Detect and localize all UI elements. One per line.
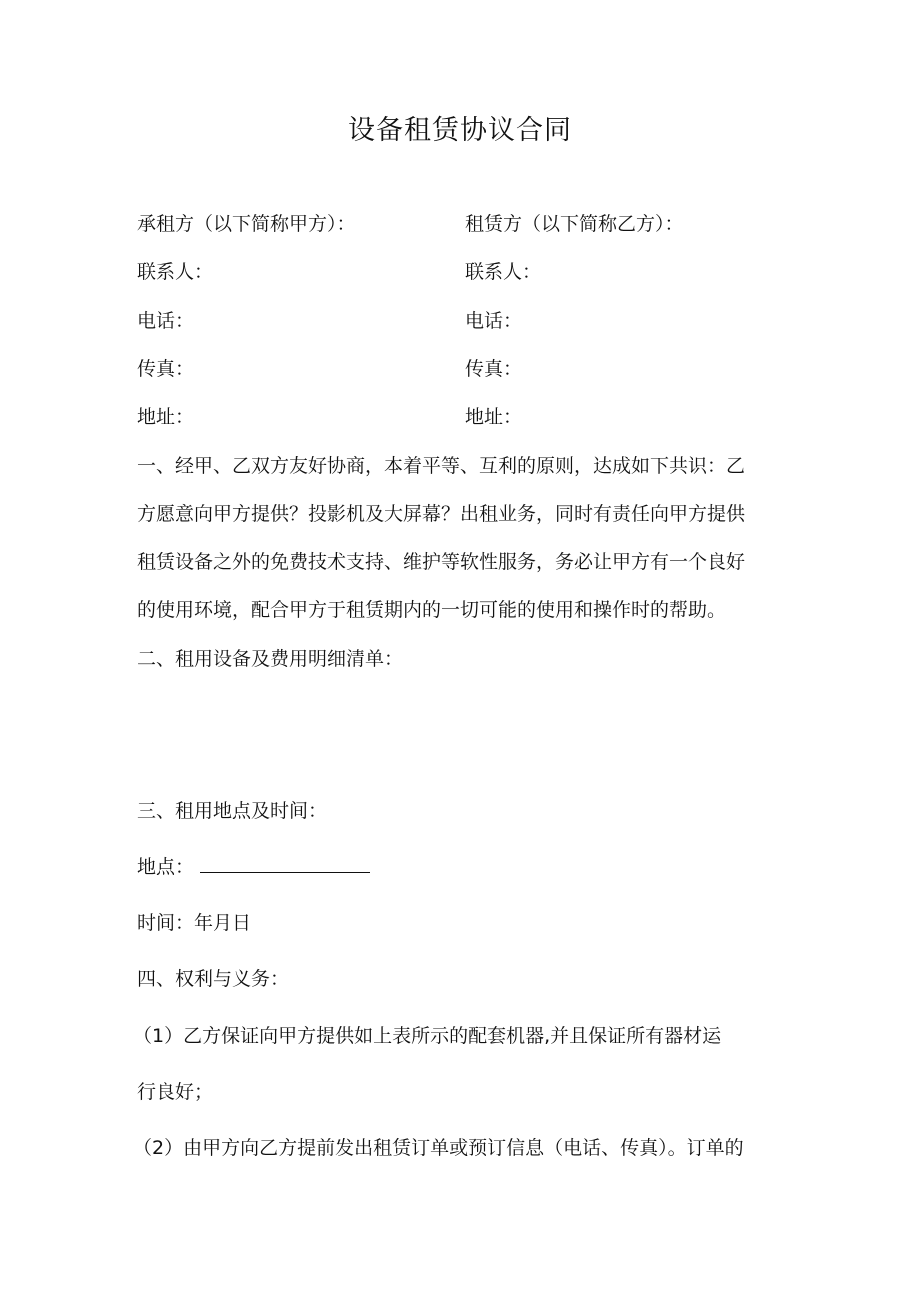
party-b-phone: 电话： (465, 310, 523, 332)
section4-item2-line: （2）由甲方向乙方提前发出租赁订单或预订信息（电话、传真）。订单的 (133, 1137, 744, 1159)
document-title: 设备租赁协议合同 (348, 115, 572, 146)
section1-line: 的使用环境，配合甲方于租赁期内的一切可能的使用和操作时的帮助。 (137, 599, 727, 621)
section1-line: 租赁设备之外的免费技术支持、维护等软性服务，务必让甲方有一个良好 (137, 551, 746, 573)
section1-line: 方愿意向甲方提供？投影机及大屏幕？出租业务，同时有责任向甲方提供 (137, 503, 746, 525)
party-a-address: 地址： (137, 406, 195, 428)
section4-item1-line: 行良好； (137, 1081, 214, 1103)
section4-heading: 四、权利与义务： (137, 968, 290, 990)
party-a-phone: 电话： (137, 310, 195, 332)
party-a-heading: 承租方（以下简称甲方）： (137, 213, 356, 235)
time-label: 时间：年月日 (137, 912, 252, 934)
party-b-heading: 租赁方（以下简称乙方）： (465, 213, 684, 235)
section2-heading: 二、租用设备及费用明细清单： (137, 648, 404, 670)
section3-heading: 三、租用地点及时间： (137, 800, 328, 822)
party-a-contact: 联系人： (137, 261, 214, 283)
section1-line: 一、经甲、乙双方友好协商，本着平等、互利的原则，达成如下共识：乙 (137, 455, 746, 477)
location-blank-field (200, 852, 370, 873)
party-b-contact: 联系人： (465, 261, 542, 283)
location-row (137, 852, 370, 882)
location-label: 地点： (137, 856, 195, 878)
party-b-address: 地址： (465, 406, 523, 428)
party-b-fax: 传真： (465, 358, 523, 380)
party-a-fax: 传真： (137, 358, 195, 380)
section4-item1-line: （1）乙方保证向甲方提供如上表所示的配套机器,并且保证所有器材运 (133, 1025, 722, 1047)
